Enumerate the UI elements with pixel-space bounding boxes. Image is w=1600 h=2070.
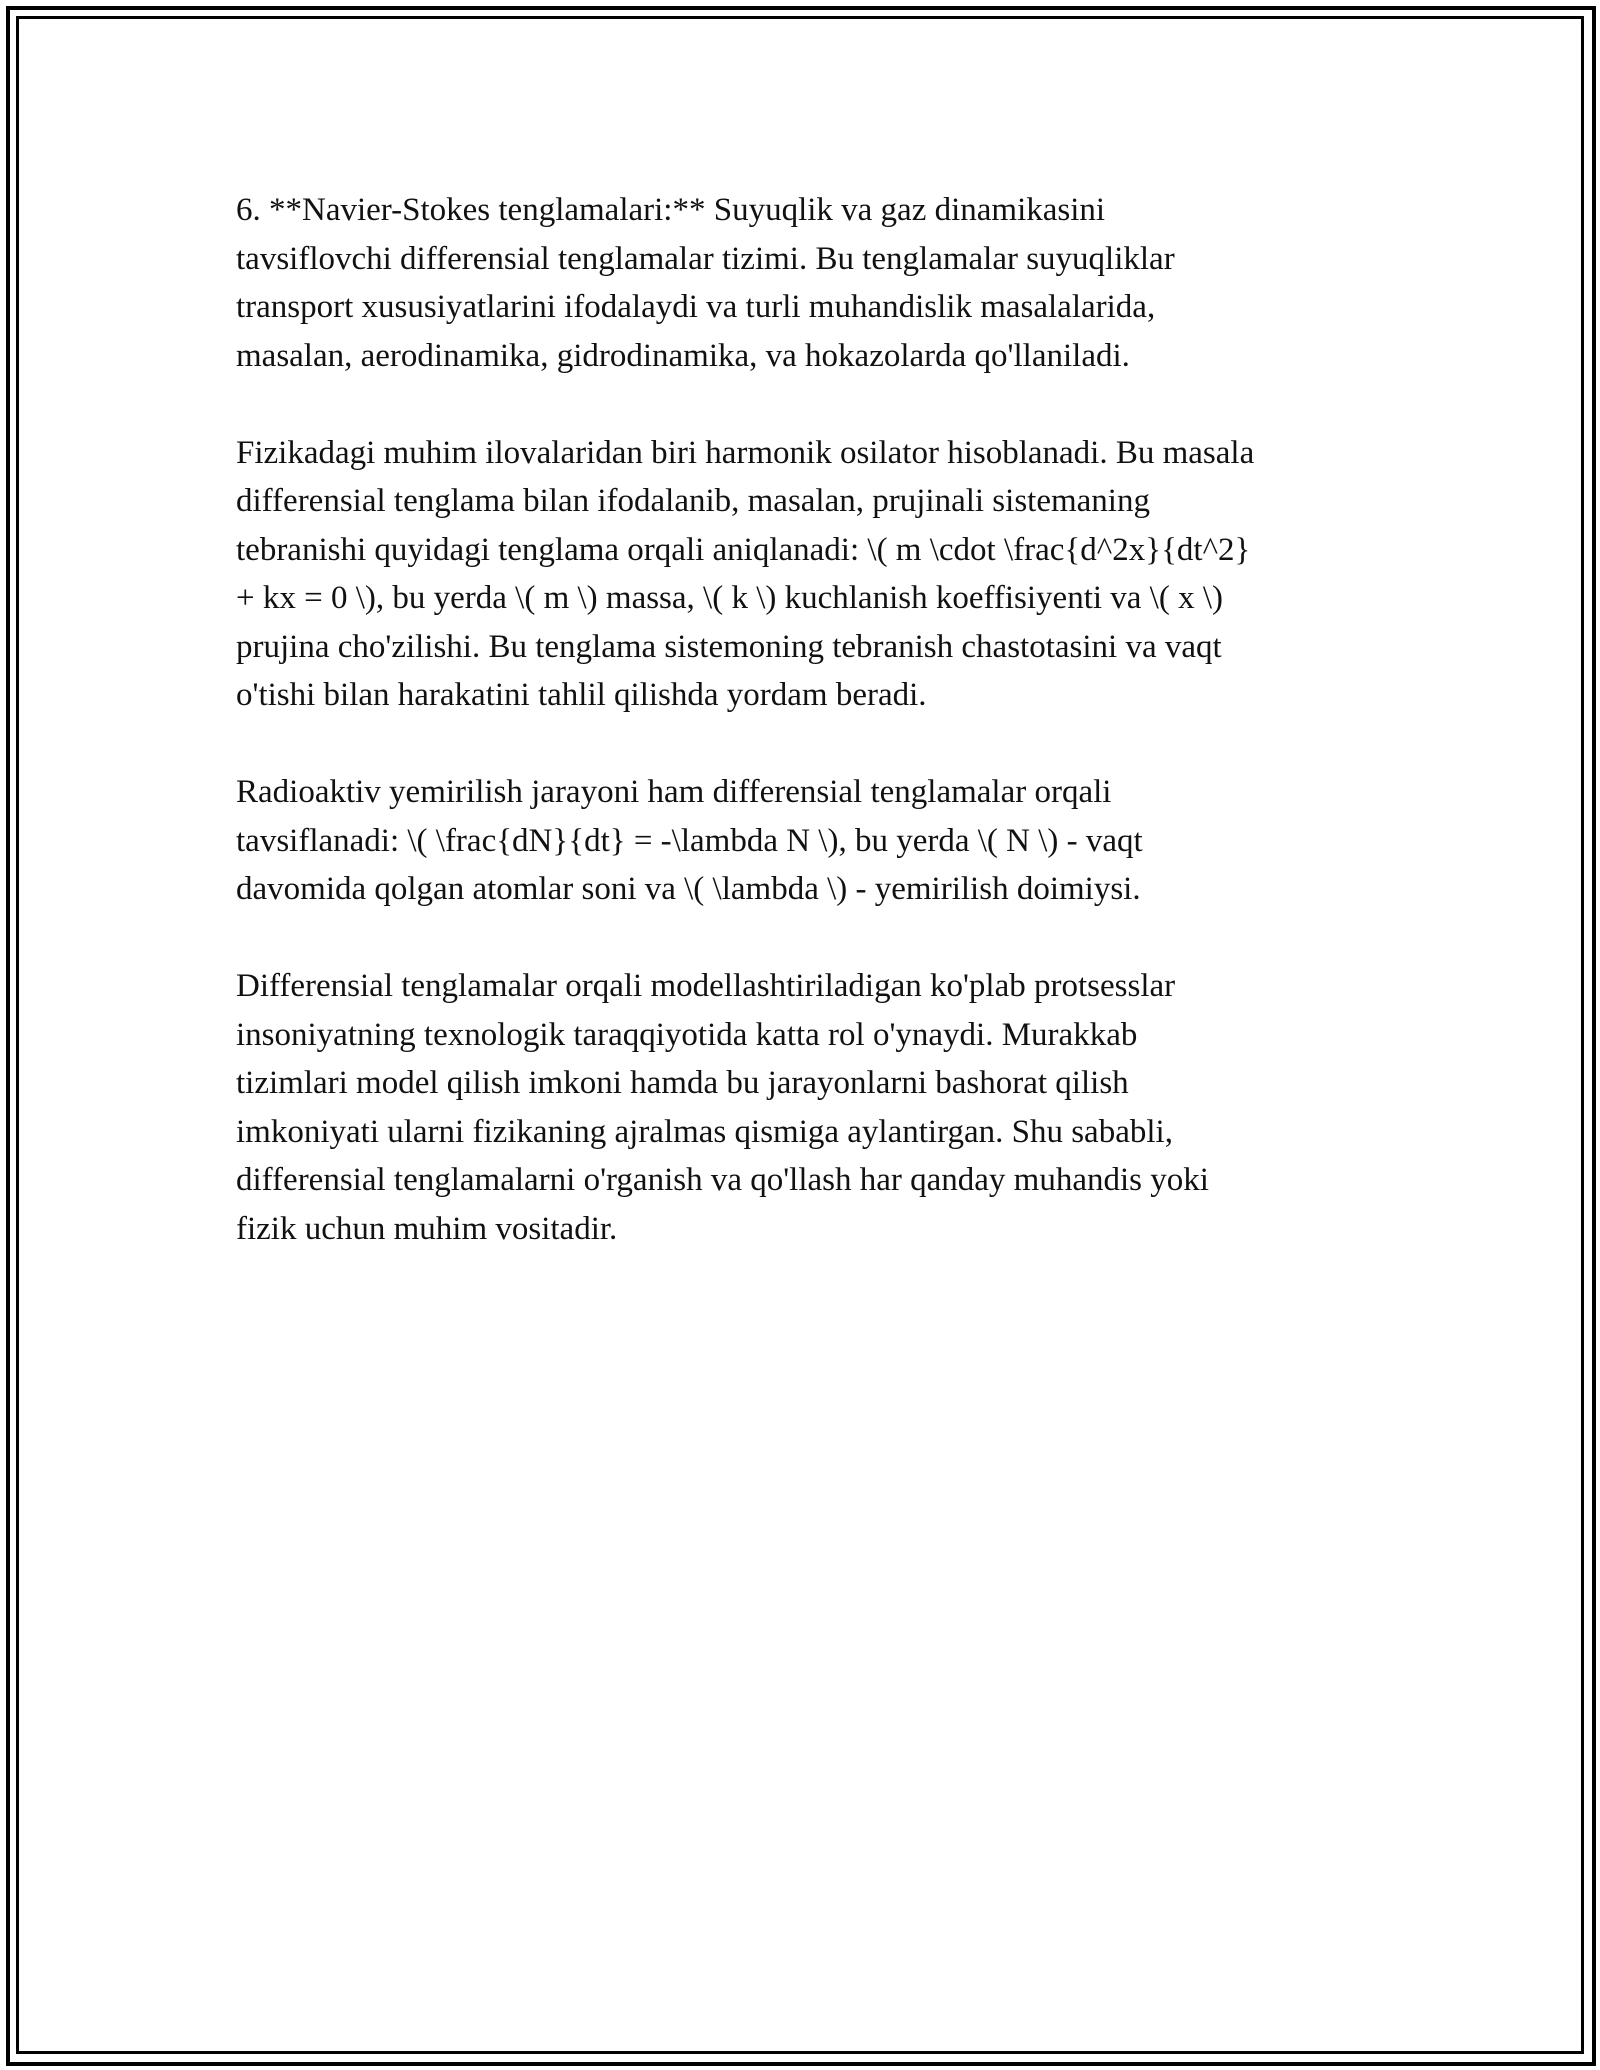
paragraph-harmonic-oscillator: Fizikadagi muhim ilovalaridan biri harmonik osilator hisoblanadi. Bu masala differensial tenglama bilan ifodalanib, masalan, prujinali sistemaning tebranishi quyidagi tenglama orqali aniqlanadi: \( m \cdot \frac{d^2x}{dt^2} + kx = 0 \), bu yerda \( m \) massa, \( k \) kuchlanish koeffisiyenti va \( x \) prujina cho'zilishi. Bu tenglama sistemoning tebranish chastotasini va vaqt o'tishi bilan harakatini tahlil qilishda yordam beradi. [236, 434, 1255, 713]
paragraph-conclusion: Differensial tenglamalar orqali modellashtiriladigan ko'plab protsesslar insoniyatning texnologik taraqqiyotida katta rol o'ynaydi. Murakkab tizimlari model qilish imkoni hamda bu jarayonlarni bashorat qilish imkoniyati ularni fizikaning ajralmas qismiga aylantirgan. Shu sababli, differensial tenglamalarni o'rganish va qo'llash har qanday muhandis yoki fizik uchun muhim vositadir. [236, 968, 1209, 1247]
paragraph-navier-stokes: 6. **Navier-Stokes tenglamalari:** Suyuqlik va gaz dinamikasini tavsiflovchi differensial tenglamalar tizimi. Bu tenglamalar suyuqliklar transport xususiyatlarini ifodalaydi va turli muhandislik masalalarida, masalan, aerodinamika, gidrodinamika, va hokazolarda qo'llaniladi. [236, 192, 1175, 374]
paragraph-radioactive-decay: Radioaktiv yemirilish jarayoni ham differensial tenglamalar orqali tavsiflanadi: \( \frac{dN}{dt} = -\lambda N \), bu yerda \( N \) - vaqt davomida qolgan atomlar soni va \( \lambda \) - yemirilish doimiysi. [236, 774, 1143, 907]
document-body [236, 186, 1386, 1302]
